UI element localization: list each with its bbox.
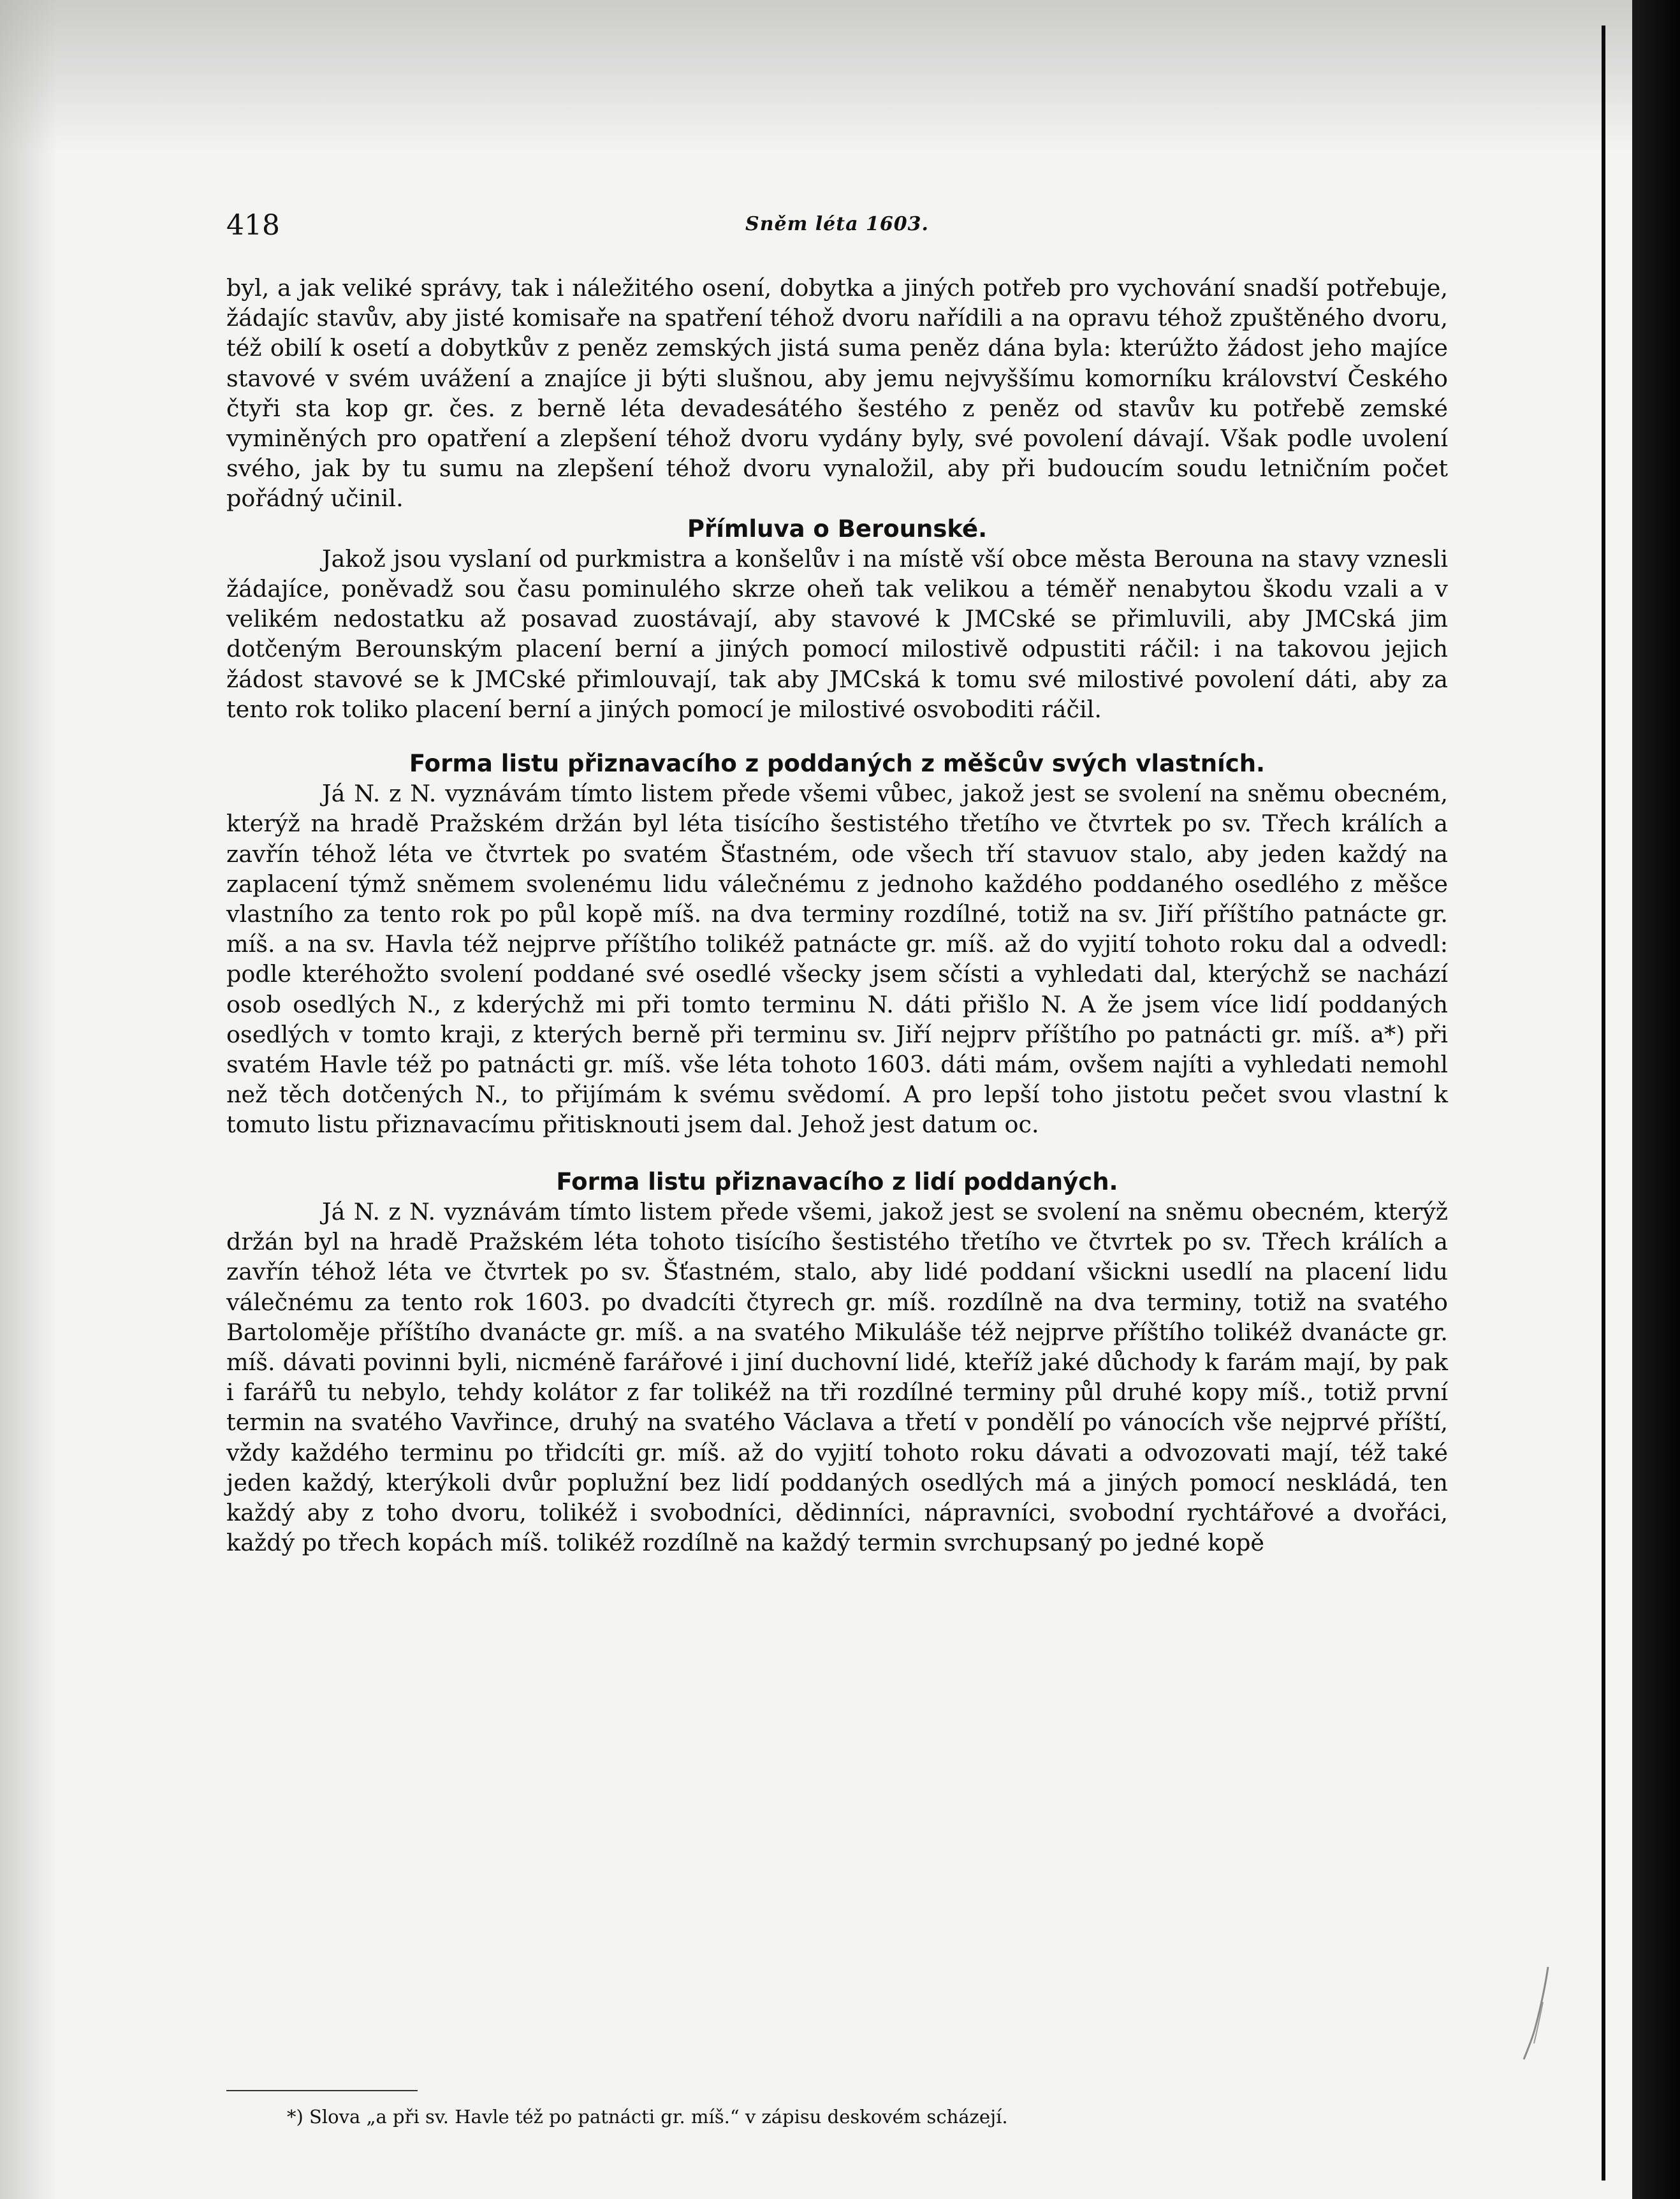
page-body (226, 273, 1448, 1558)
scan-black-edge (1632, 0, 1680, 2199)
running-head: Sněm léta 1603. (745, 213, 929, 235)
section-paragraph-forma-mescuv: Já N. z N. vyznávám tímto listem přede všemi vůbec, jakož jest se svolení na sněmu obecném, kterýž na hradě Pražském držán byl léta tisícího šestistého třetího ve čtvrtek po sv. Třech králích a zavřín téhož léta ve čtvrtek po svatém Šťastném, ode všech tří stavuov stalo, aby jeden každý na zaplacení týmž sněmem svolenému lidu válečnému z jednoho každého poddaného osedlého z měšce vlastního za tento rok po půl kopě míš. na dva terminy rozdílné, totiž na sv. Jiří příštího patnácte gr. míš. a na sv. Havla též nejprve příštího tolikéž patnácte gr. míš. až do vyjití tohoto roku dal a odvedl: podle kteréhožto svolení poddané své osedlé všecky jsem sčísti a vyhledati dal, kterýchž se nachází osob osedlých N., z kderýchž mi při tomto terminu N. dáti přišlo N. A že jsem více lidí poddaných osedlých v tomto kraji, z kterých berně při terminu sv. Jiří nejprv příštího po patnácti gr. míš. a*) při svatém Havle též po patnácti gr. míš. vše léta tohoto 1603. dáti mám, ovšem najíti a vyhledati nemohl než těch dotčených N., to přijímám k svému svědomí. A pro lepší toho jistotu pečet svou vlastní k tomuto listu přiznavacímu přitisknouti jsem dal. Jehož jest datum oc. (226, 780, 1448, 1139)
footnote-rule (226, 2090, 418, 2091)
section-paragraph-forma-lidi: Já N. z N. vyznávám tímto listem přede všemi, jakož jest se svolení na sněmu obecném, kterýž držán byl na hradě Pražském léta tohoto tisícího šestistého třetího ve čtvrtek po sv. Třech králích a zavřín téhož léta ve čtvrtek po sv. Šťastném, stalo, aby lidé poddaní všickni usedlí na placení lidu válečnému za tento rok 1603. po dvadcíti čtyrech gr. míš. rozdílně na dva terminy, totiž na svatého Bartoloměje příštího dvanácte gr. míš. a na svatého Mikuláše též nejprve příštího tolikéž dvanácte gr. míš. dávati povinni byli, nicméně farářové i jiní duchovní lidé, kteříž jaké důchody k farám mají, by pak i farářů tu nebylo, tehdy kolátor z far tolikéž na tři rozdílné terminy půl druhé kopy míš., totiž první termin na svatého Vavřince, druhý na svatého Václava a třetí v pondělí po vánocích vše nejprvé příští, vždy každého terminu po třidcíti gr. míš. až do vyjití tohoto roku dávati a odvozovati mají, též také jeden každý, kterýkoli dvůr poplužní bez lidí poddaných osedlých má a jiných pomocí neskládá, ten každý aby z toho dvoru, tolikéž i svobodníci, dědinníci, nápravníci, svobodní rychtářové a dvořáci, každý po třech kopách míš. tolikéž rozdílně na každý termin svrchupsaný po jedné kopě (226, 1197, 1448, 1557)
section-heading-berounske: Přímluva o Berounské. (687, 515, 988, 543)
intro-paragraph: byl, a jak veliké správy, tak i náležitého osení, dobytka a jiných potřeb pro vychování snadší potřebuje, žádajíc stavův, aby jisté komisaře na spatření téhož dvoru nařídili a na opravu téhož zpuštěného dvoru, též obilí k osetí a dobytkův z peněz zemských jistá suma peněz dána byla: kterúžto žádost jeho majíce stavové v svém uvážení a znajíce ji býti slušnou, aby jemu nejvyššímu komorníku království Českého čtyři sta kop gr. čes. z berně léta devadesátého šestého z peněz od stavův ku potřebě zemské vyminěných pro opatření a zlepšení téhož dvoru vydány byly, své povolení dávají. Však podle uvolení svého, jak by tu sumu na zlepšení téhož dvoru vynaložil, aby při budoucím soudu letničním počet pořádný učinil. (226, 274, 1448, 513)
footnote: *) Slova „a při sv. Havle též po patnácti gr. míš.“ v zápisu deskovém scházejí. (287, 2106, 1008, 2128)
page-header (226, 209, 1448, 247)
page-number: 418 (226, 209, 280, 242)
section-paragraph-berounske: Jakož jsou vyslaní od purkmistra a konšelův i na místě vší obce města Berouna na stavy vznesli žádajíce, poněvadž sou času pominulého skrze oheň tak velikou a téměř nenabytou škodu vzali a v velikém nedostatku až posavad zuostávají, aby stavové k JMCské se přimluvili, aby JMCská jim dotčeným Berounským placení berní a jiných pomocí milostivě odpustiti ráčil: i na takovou jejich žádost stavové se k JMCské přimlouvají, tak aby JMCská k tomu své milostivé povolení dáti, aby za tento rok toliko placení berní a jiných pomocí je milostivé osvoboditi ráčil. (226, 544, 1448, 723)
section-heading-forma-mescuv: Forma listu přiznavacího z poddaných z měšcův svých vlastních. (409, 750, 1266, 778)
section-heading-forma-lidi: Forma listu přiznavacího z lidí poddaných. (556, 1167, 1118, 1195)
pencil-mark-icon (1510, 1964, 1561, 2066)
